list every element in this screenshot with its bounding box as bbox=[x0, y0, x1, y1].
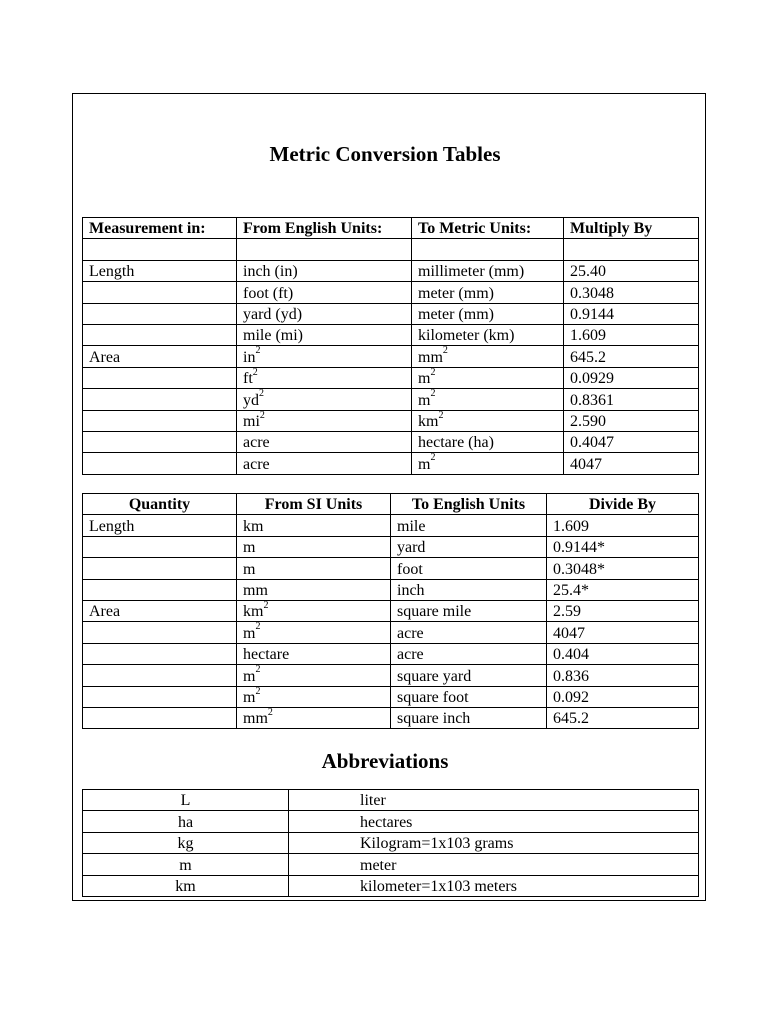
table-row bbox=[83, 579, 699, 600]
cell-text: m bbox=[179, 856, 192, 874]
table-cell bbox=[547, 600, 699, 621]
cell-text: square mile bbox=[397, 603, 472, 621]
table-cell bbox=[547, 643, 699, 664]
table-cell bbox=[289, 875, 699, 896]
table-header-row bbox=[83, 494, 699, 515]
cell-text: Area bbox=[89, 348, 121, 366]
table-cell bbox=[83, 686, 237, 707]
cell-text: 25.4* bbox=[553, 581, 589, 599]
table-row bbox=[83, 536, 699, 557]
table-cell bbox=[564, 389, 699, 410]
table-row bbox=[83, 410, 699, 431]
cell-text: yd bbox=[243, 391, 259, 409]
cell-text: 0.092 bbox=[553, 688, 589, 706]
table-cell bbox=[83, 303, 237, 324]
cell-text: km bbox=[175, 877, 196, 895]
table-cell bbox=[391, 515, 547, 536]
superscript: 2 bbox=[255, 685, 261, 697]
table-cell bbox=[83, 665, 237, 686]
table-cell bbox=[289, 854, 699, 875]
table-cell bbox=[237, 686, 391, 707]
table-cell bbox=[237, 579, 391, 600]
cell-text: kilometer (km) bbox=[418, 327, 515, 345]
table-cell bbox=[83, 239, 237, 260]
cell-text: hectare bbox=[243, 646, 290, 664]
table-cell bbox=[412, 367, 564, 388]
superscript: 2 bbox=[263, 600, 269, 612]
english-to-metric-table bbox=[82, 217, 699, 475]
table-cell bbox=[412, 260, 564, 281]
table-cell bbox=[237, 389, 412, 410]
table-row bbox=[83, 389, 699, 410]
cell-text: acre bbox=[243, 434, 270, 452]
cell-text: 4047 bbox=[553, 624, 585, 642]
table-cell bbox=[83, 431, 237, 452]
table-cell bbox=[237, 367, 412, 388]
cell-text: m bbox=[243, 624, 256, 642]
cell-text: 0.9144 bbox=[570, 305, 614, 323]
table-cell bbox=[83, 515, 237, 536]
cell-text: meter bbox=[360, 856, 397, 874]
table-row bbox=[83, 622, 699, 643]
table-cell bbox=[564, 324, 699, 345]
table-cell bbox=[564, 410, 699, 431]
table-cell bbox=[547, 622, 699, 643]
cell-text: 0.3048 bbox=[570, 284, 614, 302]
table-cell bbox=[391, 665, 547, 686]
table-cell bbox=[391, 686, 547, 707]
cell-text: 0.3048* bbox=[553, 560, 605, 578]
table-cell bbox=[391, 643, 547, 664]
si-to-english-table bbox=[82, 493, 699, 729]
table-cell bbox=[83, 579, 237, 600]
table-cell bbox=[237, 665, 391, 686]
superscript: 2 bbox=[255, 664, 261, 676]
table-cell bbox=[83, 536, 237, 557]
cell-text: 25.40 bbox=[570, 263, 606, 281]
table-cell bbox=[412, 410, 564, 431]
cell-text: 0.9144* bbox=[553, 539, 605, 557]
table-cell bbox=[412, 431, 564, 452]
table-cell bbox=[564, 346, 699, 367]
cell-text: m bbox=[243, 560, 256, 578]
table-cell bbox=[237, 239, 412, 260]
cell-text: 645.2 bbox=[570, 348, 606, 366]
table-cell bbox=[83, 260, 237, 281]
table-cell bbox=[564, 367, 699, 388]
table-cell bbox=[547, 686, 699, 707]
column-header: Divide By bbox=[547, 494, 699, 515]
table-cell bbox=[237, 707, 391, 728]
cell-text: 4047 bbox=[570, 455, 602, 473]
superscript: 2 bbox=[442, 345, 448, 357]
table-cell bbox=[83, 346, 237, 367]
cell-text: liter bbox=[360, 792, 386, 810]
table-cell bbox=[289, 811, 699, 832]
page-title: Metric Conversion Tables bbox=[269, 142, 501, 166]
table-cell bbox=[391, 579, 547, 600]
cell-text: L bbox=[180, 792, 191, 810]
cell-text: yard bbox=[397, 539, 426, 557]
cell-text: square inch bbox=[397, 710, 471, 728]
table-cell bbox=[83, 558, 237, 579]
cell-text: km bbox=[418, 412, 439, 430]
table-row bbox=[83, 643, 699, 664]
table-cell bbox=[237, 643, 391, 664]
table-row bbox=[83, 832, 699, 853]
cell-text: ft bbox=[243, 370, 253, 388]
table-cell bbox=[83, 832, 289, 853]
table-cell bbox=[237, 600, 391, 621]
cell-text: Area bbox=[89, 603, 121, 621]
table-row bbox=[83, 665, 699, 686]
cell-text: m bbox=[243, 688, 256, 706]
cell-text: m bbox=[418, 455, 431, 473]
table-cell bbox=[412, 346, 564, 367]
cell-text: 1.609 bbox=[553, 517, 589, 535]
cell-text: foot bbox=[397, 560, 423, 578]
superscript: 2 bbox=[252, 366, 258, 378]
cell-text: 645.2 bbox=[553, 710, 589, 728]
table-row bbox=[83, 303, 699, 324]
cell-text: 0.404 bbox=[553, 646, 589, 664]
table-row bbox=[83, 600, 699, 621]
cell-text: foot (ft) bbox=[243, 284, 294, 302]
cell-text: 0.836 bbox=[553, 667, 589, 685]
table-cell bbox=[564, 303, 699, 324]
table-cell bbox=[83, 282, 237, 303]
cell-text: 0.8361 bbox=[570, 391, 614, 409]
cell-text: acre bbox=[243, 455, 270, 473]
table-cell bbox=[564, 260, 699, 281]
superscript: 2 bbox=[255, 345, 261, 357]
table-cell bbox=[83, 324, 237, 345]
cell-text: acre bbox=[397, 646, 424, 664]
cell-text: kilometer=1x103 meters bbox=[360, 877, 517, 895]
table-cell bbox=[237, 431, 412, 452]
table-cell bbox=[564, 431, 699, 452]
cell-text: inch (in) bbox=[243, 263, 298, 281]
cell-text: Length bbox=[89, 517, 135, 535]
column-header: Multiply By bbox=[564, 218, 699, 239]
cell-text: Length bbox=[89, 263, 135, 281]
cell-text: m bbox=[243, 539, 256, 557]
table-cell bbox=[83, 643, 237, 664]
superscript: 2 bbox=[267, 706, 273, 718]
table-row bbox=[83, 707, 699, 728]
cell-text: m bbox=[418, 391, 431, 409]
cell-text: hectares bbox=[360, 813, 413, 831]
table-cell bbox=[83, 410, 237, 431]
table-row bbox=[83, 367, 699, 388]
table-row bbox=[83, 558, 699, 579]
superscript: 2 bbox=[259, 388, 264, 400]
column-header: To Metric Units: bbox=[412, 218, 564, 239]
table-cell bbox=[289, 790, 699, 811]
table-row bbox=[83, 854, 699, 875]
cell-text: mm bbox=[243, 581, 268, 599]
table-cell bbox=[83, 453, 237, 474]
table-row bbox=[83, 346, 699, 367]
column-header: From SI Units bbox=[237, 494, 391, 515]
cell-text: km bbox=[243, 517, 264, 535]
cell-text: ha bbox=[177, 813, 194, 831]
cell-text: meter (mm) bbox=[418, 284, 494, 302]
table-row bbox=[83, 811, 699, 832]
cell-text: 2.590 bbox=[570, 412, 606, 430]
table-row bbox=[83, 239, 699, 260]
table-cell bbox=[391, 707, 547, 728]
table-cell bbox=[391, 622, 547, 643]
table-row bbox=[83, 453, 699, 474]
table-cell bbox=[391, 600, 547, 621]
table-row bbox=[83, 282, 699, 303]
superscript: 2 bbox=[430, 366, 436, 378]
table-cell bbox=[412, 453, 564, 474]
table-cell bbox=[237, 303, 412, 324]
abbreviations-table bbox=[82, 789, 699, 897]
table-cell bbox=[237, 410, 412, 431]
table-cell bbox=[83, 389, 237, 410]
superscript: 2 bbox=[255, 621, 261, 633]
table-cell bbox=[237, 515, 391, 536]
table-row bbox=[83, 324, 699, 345]
table-cell bbox=[83, 707, 237, 728]
table-cell bbox=[412, 389, 564, 410]
table-cell bbox=[412, 282, 564, 303]
table-row bbox=[83, 515, 699, 536]
table-cell bbox=[237, 282, 412, 303]
table-header-row bbox=[83, 218, 699, 239]
table-cell bbox=[547, 665, 699, 686]
cell-text: km bbox=[243, 603, 264, 621]
table-cell bbox=[83, 622, 237, 643]
cell-text: mi bbox=[243, 412, 260, 430]
superscript: 2 bbox=[430, 452, 436, 464]
table-cell bbox=[237, 558, 391, 579]
cell-text: yard (yd) bbox=[243, 305, 303, 323]
column-header: From English Units: bbox=[237, 218, 412, 239]
table-cell bbox=[83, 854, 289, 875]
cell-text: mm bbox=[243, 710, 268, 728]
cell-text: Kilogram=1x103 grams bbox=[360, 835, 514, 853]
table-cell bbox=[391, 536, 547, 557]
cell-text: millimeter (mm) bbox=[418, 263, 525, 281]
table-row bbox=[83, 790, 699, 811]
table-cell bbox=[547, 515, 699, 536]
table-cell bbox=[237, 324, 412, 345]
table-cell bbox=[83, 875, 289, 896]
cell-text: 1.609 bbox=[570, 327, 606, 345]
cell-text: m bbox=[243, 667, 256, 685]
table-cell bbox=[83, 600, 237, 621]
cell-text: meter (mm) bbox=[418, 305, 494, 323]
table-cell bbox=[237, 453, 412, 474]
cell-text: mile (mi) bbox=[243, 327, 303, 345]
cell-text: 0.0929 bbox=[570, 370, 614, 388]
cell-text: 2.59 bbox=[553, 603, 581, 621]
table-cell bbox=[83, 367, 237, 388]
cell-text: kg bbox=[177, 835, 194, 853]
table-row bbox=[83, 431, 699, 452]
table-cell bbox=[412, 239, 564, 260]
table-cell bbox=[564, 453, 699, 474]
table-cell bbox=[237, 622, 391, 643]
cell-text: acre bbox=[397, 624, 424, 642]
cell-text: 0.4047 bbox=[570, 434, 614, 452]
table-cell bbox=[547, 707, 699, 728]
cell-text: m bbox=[418, 370, 431, 388]
table-cell bbox=[83, 790, 289, 811]
table-cell bbox=[289, 832, 699, 853]
table-row bbox=[83, 260, 699, 281]
table-cell bbox=[237, 260, 412, 281]
table-cell bbox=[547, 579, 699, 600]
table-cell bbox=[547, 536, 699, 557]
table-cell bbox=[412, 303, 564, 324]
superscript: 2 bbox=[430, 388, 436, 400]
cell-text: in bbox=[243, 348, 256, 366]
abbreviations-title: Abbreviations bbox=[321, 749, 449, 773]
column-header: To English Units bbox=[391, 494, 547, 515]
superscript: 2 bbox=[438, 409, 444, 421]
superscript: 2 bbox=[259, 409, 265, 421]
cell-text: hectare (ha) bbox=[418, 434, 494, 452]
table-cell bbox=[564, 239, 699, 260]
table-row bbox=[83, 875, 699, 896]
cell-text: mile bbox=[397, 517, 426, 535]
table-cell bbox=[564, 282, 699, 303]
table-cell bbox=[412, 324, 564, 345]
cell-text: square yard bbox=[397, 667, 472, 685]
table-cell bbox=[237, 536, 391, 557]
cell-text: inch bbox=[397, 581, 425, 599]
table-cell bbox=[237, 346, 412, 367]
table-cell bbox=[83, 811, 289, 832]
column-header: Quantity bbox=[83, 494, 237, 515]
table-cell bbox=[547, 558, 699, 579]
table-cell bbox=[391, 558, 547, 579]
column-header: Measurement in: bbox=[83, 218, 237, 239]
cell-text: mm bbox=[418, 348, 443, 366]
table-row bbox=[83, 686, 699, 707]
cell-text: square foot bbox=[397, 688, 469, 706]
